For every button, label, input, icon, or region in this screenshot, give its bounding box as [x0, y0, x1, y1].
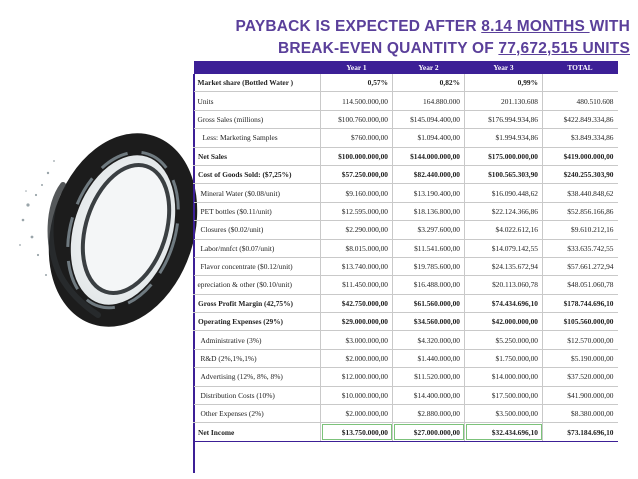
cell-total: $52.856.166,86 — [543, 202, 618, 220]
cell-year-2: $2.880.000,00 — [393, 405, 465, 423]
title-line-2-prefix: BREAK-EVEN QUANTITY OF — [277, 40, 499, 57]
row-label: R&D (2%,1%,1%) — [194, 349, 321, 367]
cell-year-2: $82.440.000,00 — [393, 165, 465, 183]
cell-year-1: $100.000.000,00 — [321, 147, 393, 165]
row-label: Operating Expenses (29%) — [194, 313, 321, 331]
table-row — [194, 313, 618, 331]
cell-year-2: $1.440.000,00 — [393, 349, 465, 367]
cell-year-1: $11.450.000,00 — [321, 276, 393, 294]
table-row — [194, 110, 618, 128]
row-label: Units — [194, 92, 321, 110]
cell-year-3: $20.113.060,78 — [465, 276, 543, 294]
cell-total: $9.610.212,16 — [543, 221, 618, 239]
table-row — [194, 257, 618, 275]
table-row — [194, 147, 618, 165]
cell-total: 480.510.608 — [543, 92, 618, 110]
cell-year-3: $74.434.696,10 — [465, 294, 543, 312]
cell-year-1: 0,57% — [321, 74, 393, 92]
cell-year-1: $10.000.000,00 — [321, 386, 393, 404]
cell-year-1-highlighted: $13.750.000,00 — [321, 423, 393, 441]
row-label: Advertising (12%, 8%, 8%) — [194, 368, 321, 386]
cell-year-3: $100.565.303,90 — [465, 165, 543, 183]
row-label: Gross Profit Margin (42,75%) — [194, 294, 321, 312]
cell-year-2: $144.000.000,00 — [393, 147, 465, 165]
row-label: Cost of Goods Sold: ($7,25%) — [194, 165, 321, 183]
cell-total: $37.520.000,00 — [543, 368, 618, 386]
cell-year-2: $1.094.400,00 — [393, 129, 465, 147]
row-label: Mineral Water ($0.08/unit) — [194, 184, 321, 202]
table-row — [194, 239, 618, 257]
cell-year-1: $100.760.000,00 — [321, 110, 393, 128]
cell-total: $12.570.000,00 — [543, 331, 618, 349]
cell-year-3: $4.022.612,16 — [465, 221, 543, 239]
cell-year-1: $2.000.000,00 — [321, 349, 393, 367]
cell-year-2: $16.488.000,00 — [393, 276, 465, 294]
row-label: Market share (Bottled Water ) — [194, 74, 321, 92]
cell-total: $41.900.000,00 — [543, 386, 618, 404]
cell-total: $3.849.334,86 — [543, 129, 618, 147]
table-row — [194, 202, 618, 220]
row-label: Net Income — [194, 423, 321, 441]
cell-year-3: $22.124.366,86 — [465, 202, 543, 220]
table-row — [194, 294, 618, 312]
row-label: PET bottles ($0.11/unit) — [194, 202, 321, 220]
cell-year-1: $12.595.000,00 — [321, 202, 393, 220]
cell-total: $422.849.334,86 — [543, 110, 618, 128]
row-label: Flavor concentrate ($0.12/unit) — [194, 257, 321, 275]
cell-total: $8.380.000,00 — [543, 405, 618, 423]
cell-year-3: $14.079.142,55 — [465, 239, 543, 257]
cell-total: $419.000.000,00 — [543, 147, 618, 165]
cell-year-1: $2.000.000,00 — [321, 405, 393, 423]
cell-year-3: 0,99% — [465, 74, 543, 92]
title-line-2 — [278, 40, 630, 58]
title-line-1-prefix: PAYBACK IS EXPECTED AFTER — [235, 18, 482, 35]
cell-year-3: $17.500.000,00 — [465, 386, 543, 404]
payback-months: 8.14 MONTHS — [481, 18, 590, 35]
cell-total: $57.661.272,94 — [543, 257, 618, 275]
cell-year-2: $14.400.000,00 — [393, 386, 465, 404]
cell-year-1: $760.000,00 — [321, 129, 393, 147]
cell-total: $240.255.303,90 — [543, 165, 618, 183]
header-year-1: Year 1 — [321, 61, 393, 74]
row-label: epreciation & other ($0.10/unit) — [194, 276, 321, 294]
cell-year-3: 201.130.608 — [465, 92, 543, 110]
table-row — [194, 331, 618, 349]
cell-year-2: $18.136.800,00 — [393, 202, 465, 220]
table-row — [194, 129, 618, 147]
cell-year-3: $5.250.000,00 — [465, 331, 543, 349]
cell-year-3: $16.090.448,62 — [465, 184, 543, 202]
cell-year-2: 0,82% — [393, 74, 465, 92]
cell-year-1: $13.740.000,00 — [321, 257, 393, 275]
table-row — [194, 386, 618, 404]
table-row — [194, 276, 618, 294]
cell-year-1: 114.500.000,00 — [321, 92, 393, 110]
row-label: Labor/mnfct ($0.07/unit) — [194, 239, 321, 257]
cell-year-1: $2.290.000,00 — [321, 221, 393, 239]
cell-year-2: $11.520.000,00 — [393, 368, 465, 386]
cell-year-1: $3.000.000,00 — [321, 331, 393, 349]
cell-year-3-highlighted: $32.434.696,10 — [465, 423, 543, 441]
cell-year-1: $42.750.000,00 — [321, 294, 393, 312]
cell-year-3: $24.135.672,94 — [465, 257, 543, 275]
cell-year-2: $13.190.400,00 — [393, 184, 465, 202]
cell-year-1: $29.000.000,00 — [321, 313, 393, 331]
cell-total: $48.051.060,78 — [543, 276, 618, 294]
income-statement-table — [193, 61, 618, 442]
cell-year-3: $3.500.000,00 — [465, 405, 543, 423]
table-row — [194, 184, 618, 202]
header-year-2: Year 2 — [393, 61, 465, 74]
cell-year-2: $61.560.000,00 — [393, 294, 465, 312]
cell-year-2: $11.541.600,00 — [393, 239, 465, 257]
cell-year-1: $12.000.000,00 — [321, 368, 393, 386]
table-row — [194, 74, 618, 92]
cell-year-3: $1.994.934,86 — [465, 129, 543, 147]
table-row — [194, 405, 618, 423]
row-label: Other Expenses (2%) — [194, 405, 321, 423]
header-year-3: Year 3 — [465, 61, 543, 74]
table-row — [194, 349, 618, 367]
table-row — [194, 165, 618, 183]
cell-year-2-highlighted: $27.000.000,00 — [393, 423, 465, 441]
table-row — [194, 221, 618, 239]
cell-total: $73.184.696,10 — [543, 423, 618, 441]
cell-year-1: $9.160.000,00 — [321, 184, 393, 202]
cell-year-2: $3.297.600,00 — [393, 221, 465, 239]
cell-year-2: 164.880.000 — [393, 92, 465, 110]
cell-total: $38.440.848,62 — [543, 184, 618, 202]
cell-year-2: $145.094.400,00 — [393, 110, 465, 128]
cell-total: $105.560.000,00 — [543, 313, 618, 331]
cell-total: $178.744.696,10 — [543, 294, 618, 312]
row-label: Less: Marketing Samples — [194, 129, 321, 147]
cell-total: $5.190.000,00 — [543, 349, 618, 367]
break-even-units: 77,672,515 UNITS — [498, 40, 630, 57]
table-row — [194, 92, 618, 110]
title-line-1-suffix: WITH — [589, 18, 630, 35]
row-label: Closures ($0.02/unit) — [194, 221, 321, 239]
cell-year-3: $176.994.934,86 — [465, 110, 543, 128]
cell-year-2: $34.560.000,00 — [393, 313, 465, 331]
table-row — [194, 368, 618, 386]
cell-year-2: $4.320.000,00 — [393, 331, 465, 349]
cell-year-3: $42.000.000,00 — [465, 313, 543, 331]
table-row — [194, 423, 618, 441]
water-splash-image — [8, 125, 198, 340]
cell-year-2: $19.785.600,00 — [393, 257, 465, 275]
header-total: TOTAL — [543, 61, 618, 74]
cell-year-1: $8.015.000,00 — [321, 239, 393, 257]
header-label — [194, 61, 321, 74]
row-label: Net Sales — [194, 147, 321, 165]
cell-year-3: $175.000.000,00 — [465, 147, 543, 165]
cell-year-1: $57.250.000,00 — [321, 165, 393, 183]
title-line-1 — [235, 18, 630, 36]
cell-total: $33.635.742,55 — [543, 239, 618, 257]
cell-year-3: $1.750.000,00 — [465, 349, 543, 367]
cell-total — [543, 74, 618, 92]
row-label: Gross Sales (millions) — [194, 110, 321, 128]
table-header-row — [194, 61, 618, 74]
cell-year-3: $14.000.000,00 — [465, 368, 543, 386]
row-label: Distribution Costs (10%) — [194, 386, 321, 404]
row-label: Administrative (3%) — [194, 331, 321, 349]
